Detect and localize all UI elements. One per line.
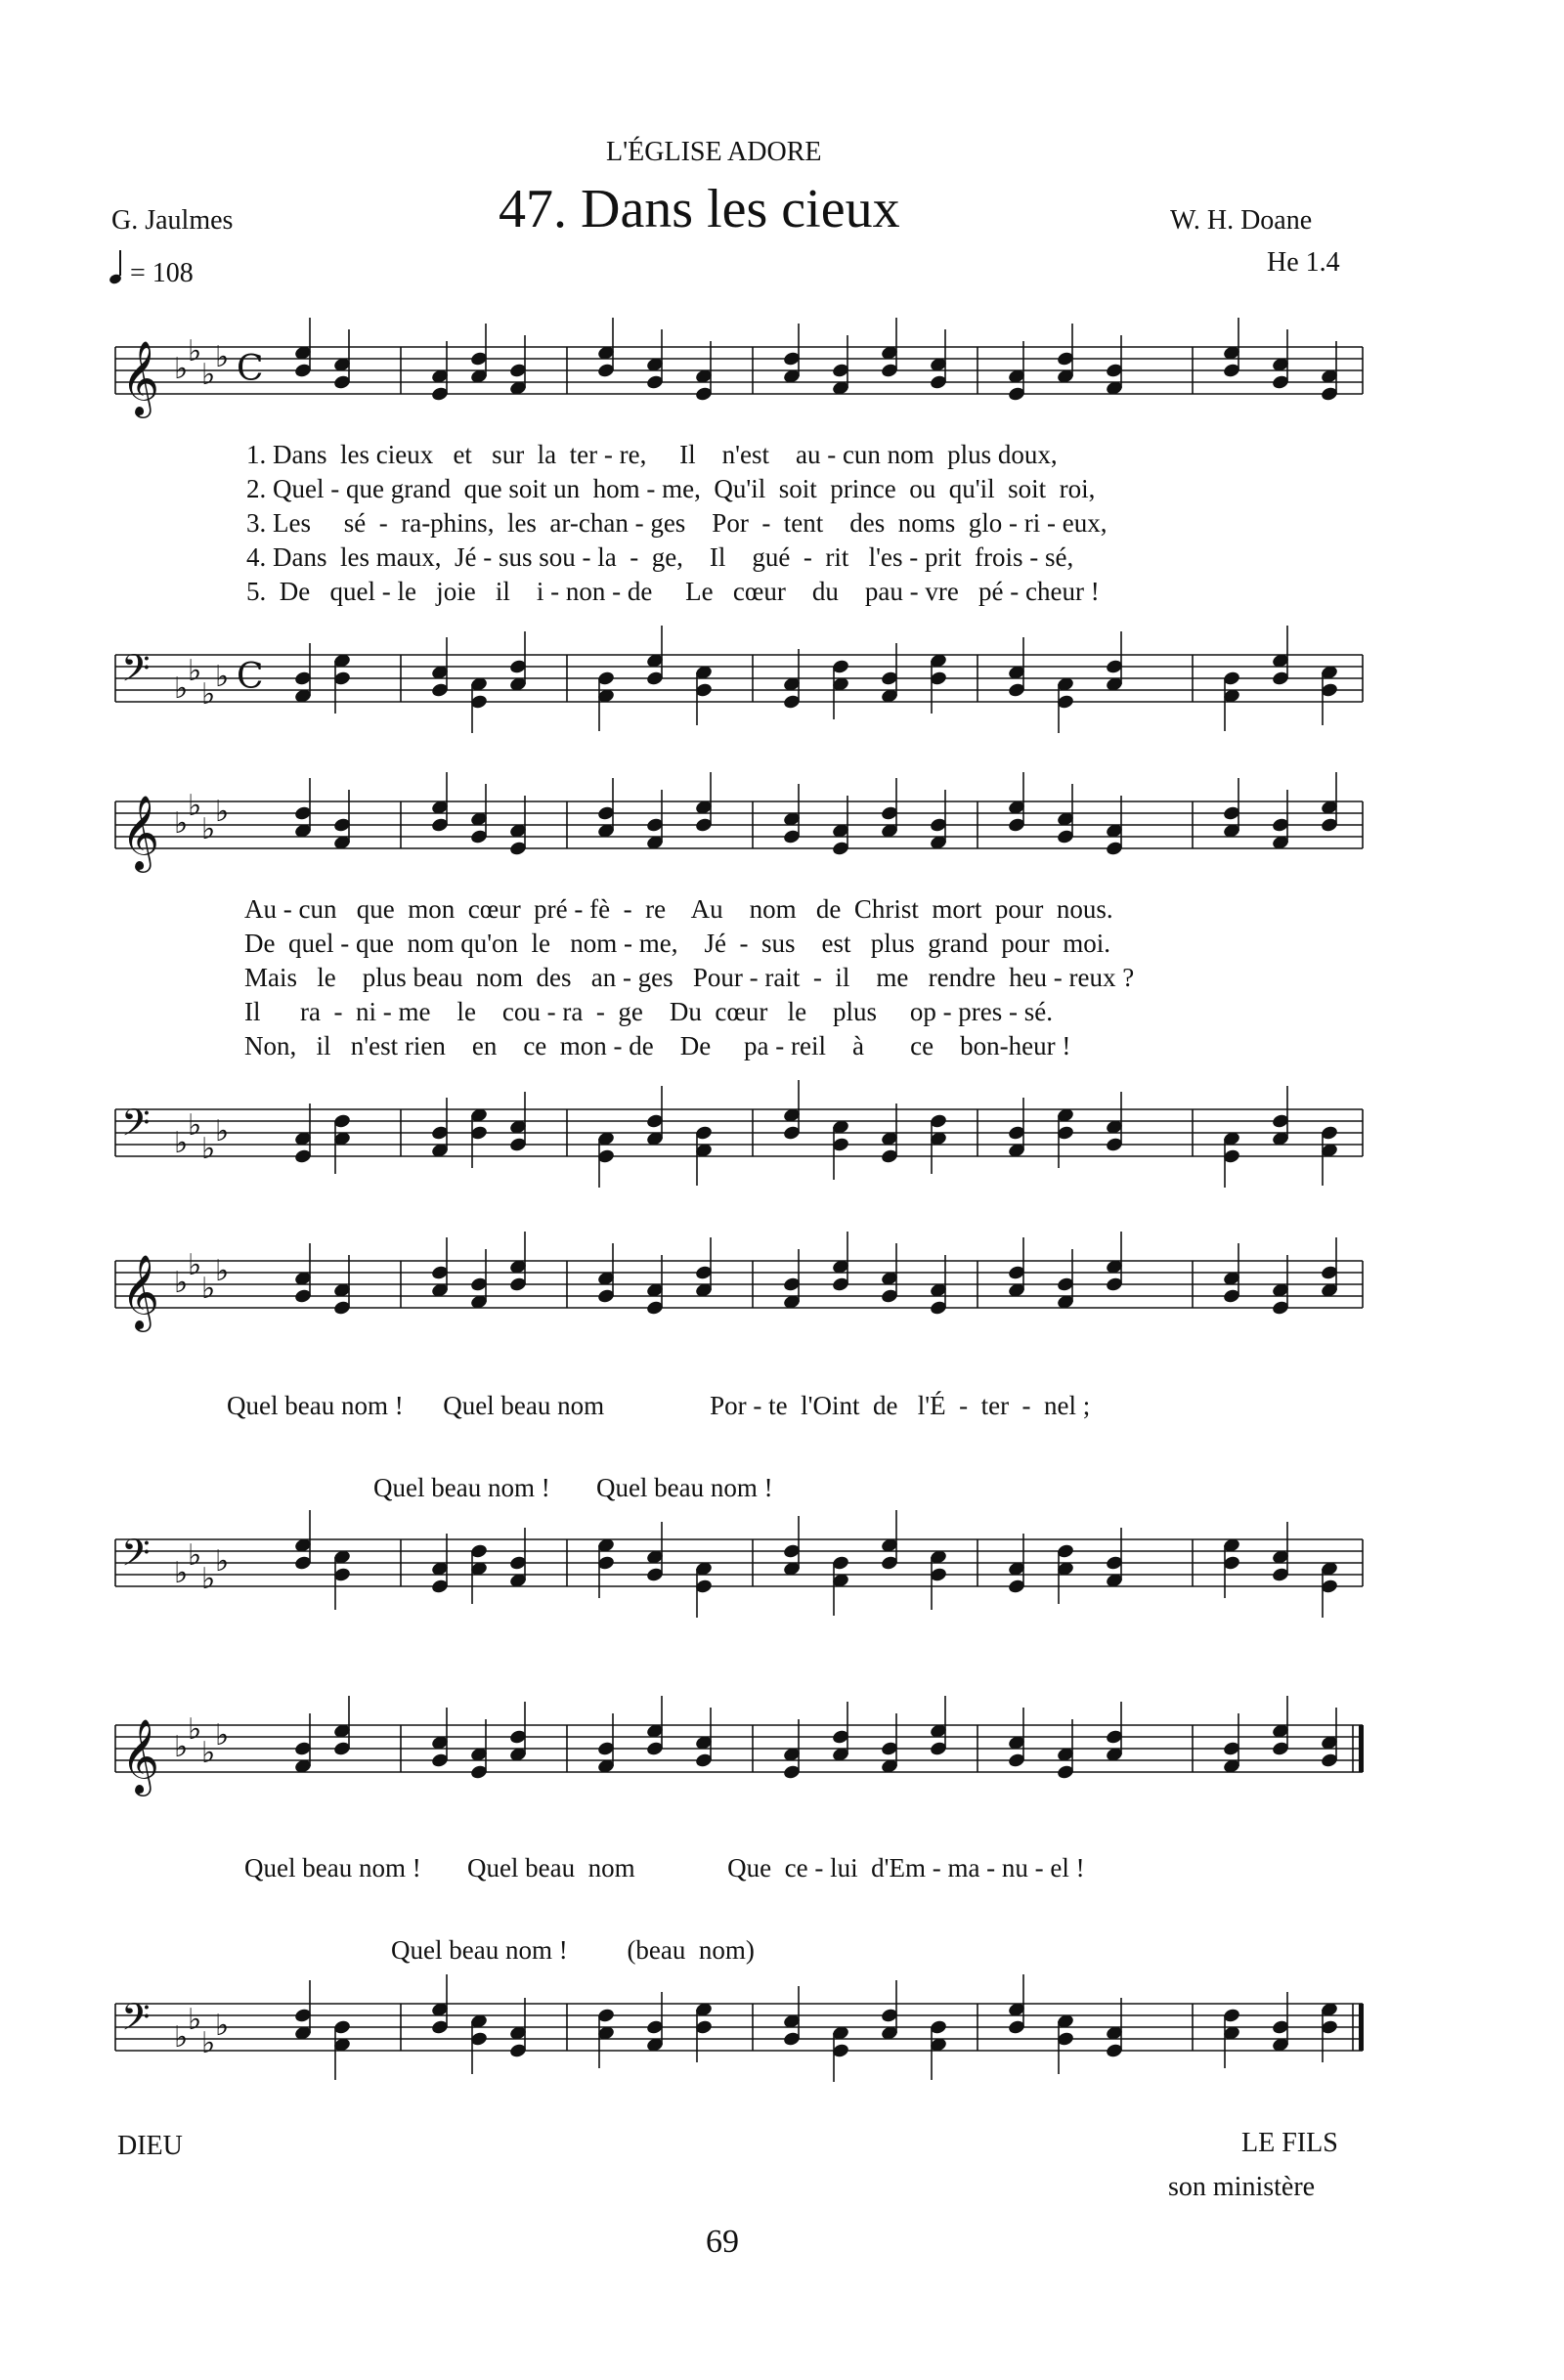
- chord-noteheads: [293, 1080, 1338, 1188]
- verse-line: 1. Dans les cieux et sur la ter - re, Il n'est au - cun nom plus doux,: [246, 440, 1058, 469]
- tempo-marking: = 108: [109, 256, 194, 289]
- verse-line: Il ra - ni - me le cou - ra - ge Du cœur le plus op - pres - sé.: [244, 997, 1054, 1026]
- bass-clef-icon: 𝄢: [121, 1995, 151, 2048]
- footer-subcategory: LE FILS: [1241, 2128, 1338, 2158]
- refrain-line-1-soprano: Quel beau nom ! Quel beau nom Por - te l'Oint de l'É - ter - nel ;: [227, 1391, 1091, 1420]
- key-signature-flats-icon: [174, 1712, 229, 1770]
- key-signature-flats-icon: [174, 789, 229, 846]
- chord-noteheads: [293, 1696, 1338, 1780]
- svg-text:♭: ♭: [215, 660, 230, 694]
- svg-text:♭: ♭: [174, 1126, 189, 1160]
- svg-text:♭: ♭: [201, 1562, 216, 1596]
- system-1-treble: [108, 318, 1368, 425]
- page-number: 69: [706, 2224, 739, 2260]
- svg-text:♭: ♭: [201, 1736, 216, 1770]
- svg-text:♭: ♭: [201, 358, 216, 392]
- key-signature-flats-icon: [174, 1108, 229, 1166]
- system-2-treble: [108, 772, 1368, 880]
- svg-text:♭: ♭: [201, 1132, 216, 1166]
- system-1-bass: [108, 626, 1368, 733]
- svg-text:♭: ♭: [201, 812, 216, 846]
- common-time-icon: C: [237, 349, 264, 389]
- footer-subsection: son ministère: [1168, 2172, 1316, 2202]
- hymn-number: 47.: [499, 179, 567, 239]
- svg-text:♭: ♭: [188, 1712, 202, 1747]
- svg-text:♭: ♭: [174, 1730, 189, 1764]
- verse-line: 5. De quel - le joie il i - non - de Le cœur du pau - vre pé - cheur !: [246, 577, 1100, 606]
- verses-block-2: [244, 892, 1134, 1063]
- verse-line: De quel - que nom qu'on le nom - me, Jé - sus est plus grand pour moi.: [244, 929, 1110, 958]
- svg-text:♭: ♭: [174, 1556, 189, 1590]
- section-heading: L'ÉGLISE ADORE: [606, 137, 822, 167]
- verse-line: 3. Les sé - ra-phins, les ar-chan - ges Por - tent des noms glo - ri - eux,: [246, 508, 1108, 538]
- key-signature-flats-icon: [174, 1538, 229, 1596]
- composer-credit: W. H. Doane: [1170, 205, 1313, 236]
- svg-text:♭: ♭: [188, 1108, 202, 1143]
- bass-clef-icon: 𝄢: [121, 1531, 151, 1583]
- svg-text:♭: ♭: [174, 806, 189, 841]
- refrain-line-1-bass: Quel beau nom ! Quel beau nom !: [373, 1473, 773, 1502]
- key-signature-flats-icon: [174, 1248, 229, 1306]
- svg-text:♭: ♭: [188, 1248, 202, 1282]
- bass-clef-icon: 𝄢: [121, 1101, 151, 1153]
- svg-text:♭: ♭: [174, 1266, 189, 1300]
- svg-text:♭: ♭: [215, 2009, 230, 2043]
- chord-noteheads: [293, 626, 1338, 733]
- refrain-line-2-bass: Quel beau nom ! (beau nom): [391, 1935, 755, 1965]
- svg-text:♭: ♭: [174, 352, 189, 386]
- chord-noteheads: [293, 318, 1338, 402]
- footer-category: DIEU: [117, 2131, 183, 2161]
- svg-text:♭: ♭: [201, 1272, 216, 1306]
- svg-text:♭: ♭: [174, 671, 189, 706]
- system-3-bass: [108, 1510, 1368, 1618]
- svg-text:♭: ♭: [188, 334, 202, 368]
- verse-line: Non, il n'est rien en ce mon - de De pa - reil à ce bon-heur !: [244, 1031, 1071, 1060]
- treble-clef-icon: 𝄞: [121, 1718, 160, 1794]
- svg-text:♭: ♭: [215, 340, 230, 374]
- svg-text:♭: ♭: [215, 1254, 230, 1288]
- treble-clef-icon: 𝄞: [121, 1254, 160, 1329]
- svg-text:♭: ♭: [188, 1538, 202, 1573]
- author-credit: G. Jaulmes: [111, 205, 234, 236]
- verse-line: Au - cun que mon cœur pré - fè - re Au nom de Christ mort pour nous.: [244, 894, 1113, 924]
- verse-line: 2. Quel - que grand que soit un hom - me, Qu'il soit prince ou qu'il soit roi,: [246, 474, 1096, 503]
- system-2-bass: [108, 1080, 1368, 1188]
- key-signature-flats-icon: [174, 2003, 229, 2060]
- bible-reference: He 1.4: [1267, 247, 1340, 278]
- hymn-title: Dans les cieux: [581, 179, 900, 239]
- svg-text:♭: ♭: [201, 677, 216, 712]
- key-signature-flats-icon: [174, 334, 229, 392]
- treble-clef-icon: 𝄞: [121, 340, 160, 415]
- common-time-icon: C: [237, 657, 264, 697]
- system-4-bass: [108, 1974, 1368, 2082]
- chord-noteheads: [293, 1974, 1338, 2082]
- chord-noteheads: [293, 772, 1338, 856]
- verse-line: 4. Dans les maux, Jé - sus sou - la - ge, Il gué - rit l'es - prit frois - sé,: [246, 542, 1074, 572]
- svg-text:♭: ♭: [188, 654, 202, 688]
- chord-noteheads: [293, 1510, 1338, 1618]
- key-signature-flats-icon: [174, 654, 229, 712]
- svg-text:♭: ♭: [215, 1114, 230, 1148]
- svg-text:♭: ♭: [188, 2003, 202, 2037]
- svg-text:♭: ♭: [174, 2020, 189, 2055]
- svg-text:♭: ♭: [215, 795, 230, 829]
- svg-text:♭: ♭: [215, 1718, 230, 1753]
- chord-noteheads: [293, 1232, 1338, 1316]
- treble-clef-icon: 𝄞: [121, 795, 160, 870]
- bass-clef-icon: 𝄢: [121, 646, 151, 699]
- refrain-line-2-soprano: Quel beau nom ! Quel beau nom Que ce - lui d'Em - ma - nu - el !: [244, 1853, 1085, 1882]
- svg-text:♭: ♭: [201, 2026, 216, 2060]
- verses-block-1: [246, 438, 1108, 609]
- hymn-title-line: [499, 178, 900, 240]
- system-4-treble: [108, 1696, 1368, 1803]
- svg-text:♭: ♭: [215, 1544, 230, 1579]
- system-3-treble: [108, 1232, 1368, 1339]
- verse-line: Mais le plus beau nom des an - ges Pour - rait - il me rendre heu - reux ?: [244, 963, 1135, 992]
- svg-text:♭: ♭: [188, 789, 202, 823]
